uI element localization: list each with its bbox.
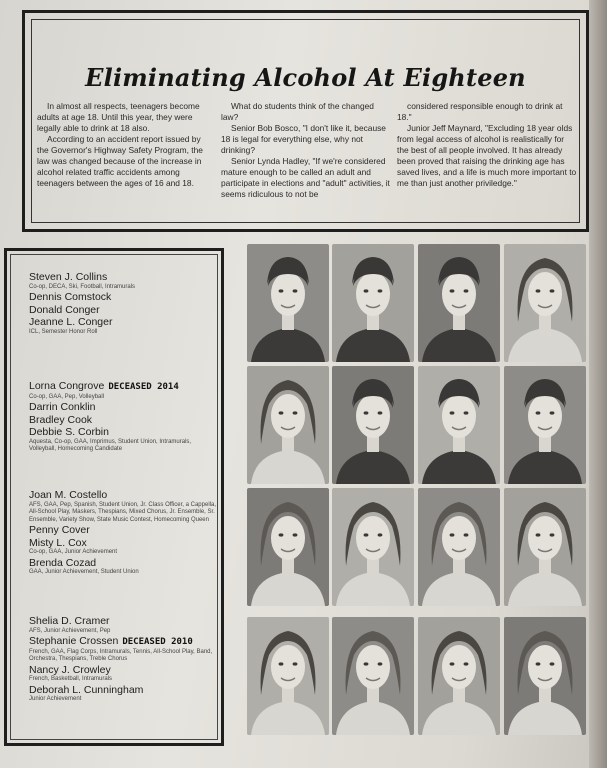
student-portrait — [418, 617, 500, 735]
name-group-2 — [29, 380, 219, 454]
student-activities: AFS, GAA, Pep, Spanish, Student Union, Jr. Class Officer, a Cappella, All-School Play, Maskers, Thespians, Mixed Chorus, Jr. Ensemble, Sr. Ensemble, Variety Show, State Music Contest, Homecoming Queen — [29, 501, 216, 523]
handwritten-note: DECEASED 2010 — [122, 637, 193, 647]
student-activities: French, Basketball, Intramurals — [29, 676, 113, 682]
student-name: Steven J. Collins — [29, 271, 108, 283]
student-portrait — [418, 244, 500, 362]
student-portrait — [247, 244, 329, 362]
student-name: Debbie S. Corbin — [29, 426, 109, 438]
student-name: Nancy J. Crowley — [29, 663, 111, 676]
article-paragraph: Junior Jeff Maynard, "Excluding 18 year olds from legal access of alcohol is realistically for the best of all people involved. It has already been proved that raising the drinking age has saved lives, and a life is much more important to me than just another priviledge." — [397, 123, 577, 188]
name-group-1 — [29, 271, 219, 336]
student-activities: AFS, Junior Achievement, Pep — [29, 627, 111, 634]
handwritten-note: DECEASED 2014 — [108, 382, 179, 392]
article-paragraph: Senior Lynda Hadley, "If we're considered mature enough to be called an adult and participate in elections and "adult" activities, it seems ridiculous to not be — [221, 156, 390, 199]
student-portrait — [332, 366, 414, 484]
student-portrait — [247, 366, 329, 484]
student-name: Misty L. Cox — [29, 536, 87, 549]
student-activities: ICL, Semester Honor Roll — [29, 328, 98, 335]
student-activities: GAA, Junior Achievement, Student Union — [29, 569, 139, 575]
article-paragraph: In almost all respects, teenagers become adults at age 18. Until this year, they were legally able to drink at 18 also. — [37, 101, 200, 133]
student-name: Darrin Conklin — [29, 401, 96, 413]
student-activities: Aquesta, Co-op, GAA, Imprimus, Student Union, Intramurals, Volleyball, Homecoming Candidate — [29, 438, 192, 452]
student-name: Dennis Comstock — [29, 291, 112, 303]
article-paragraph: considered responsible enough to drink at 18." — [397, 101, 563, 122]
student-name: Stephanie Crossen — [29, 635, 119, 647]
student-activities: Co-op, GAA, Junior Achievement — [29, 549, 118, 555]
student-name-row — [29, 380, 219, 394]
student-portrait — [332, 244, 414, 362]
article-column-2 — [221, 101, 391, 200]
book-spine — [589, 0, 607, 768]
student-activities: French, GAA, Flag Corps, Intramurals, Tennis, All-School Play, Band, Orchestra, Thespians, Treble Chorus — [29, 648, 213, 662]
student-portrait — [418, 488, 500, 606]
article-paragraph: According to an accident report issued by the Governor's Highway Safety Program, the law was changed because of the increase in alcohol related traffic accidents among teenagers between the ages of 16 and 18. — [37, 134, 203, 188]
article-box — [22, 10, 589, 232]
student-portrait — [332, 617, 414, 735]
student-activities: Co-op, DECA, Ski, Football, Intramurals — [29, 283, 136, 290]
student-name-row — [29, 635, 219, 649]
student-name: Brenda Cozad — [29, 556, 97, 569]
article-title: Eliminating Alcohol At Eighteen — [85, 63, 526, 92]
student-activities: Junior Achievement — [29, 696, 82, 702]
student-portrait — [504, 617, 586, 735]
article-column-1 — [37, 101, 212, 189]
name-group-3 — [29, 489, 219, 577]
student-names-box — [4, 248, 224, 746]
article-column-3 — [397, 101, 577, 189]
student-name: Jeanne L. Conger — [29, 316, 113, 328]
article-paragraph: Senior Bob Bosco, "I don't like it, because 18 is legal for everything else, why not drinking? — [221, 123, 386, 155]
student-name: Lorna Congrove — [29, 380, 105, 392]
name-group-4 — [29, 615, 219, 704]
student-portrait — [247, 617, 329, 735]
student-portrait — [504, 488, 586, 606]
article-paragraph: What do students think of the changed law? — [221, 101, 374, 122]
student-portrait — [504, 244, 586, 362]
student-portrait — [418, 366, 500, 484]
student-name: Penny Cover — [29, 524, 90, 536]
student-portrait — [332, 488, 414, 606]
student-name: Joan M. Costello — [29, 489, 108, 501]
student-name: Shelia D. Cramer — [29, 615, 110, 627]
student-name: Donald Conger — [29, 303, 100, 316]
student-activities: Co-op, GAA, Pep, Volleyball — [29, 393, 105, 400]
student-portrait — [504, 366, 586, 484]
student-portrait — [247, 488, 329, 606]
student-name: Bradley Cook — [29, 413, 93, 426]
student-name: Deborah L. Cunningham — [29, 683, 144, 696]
